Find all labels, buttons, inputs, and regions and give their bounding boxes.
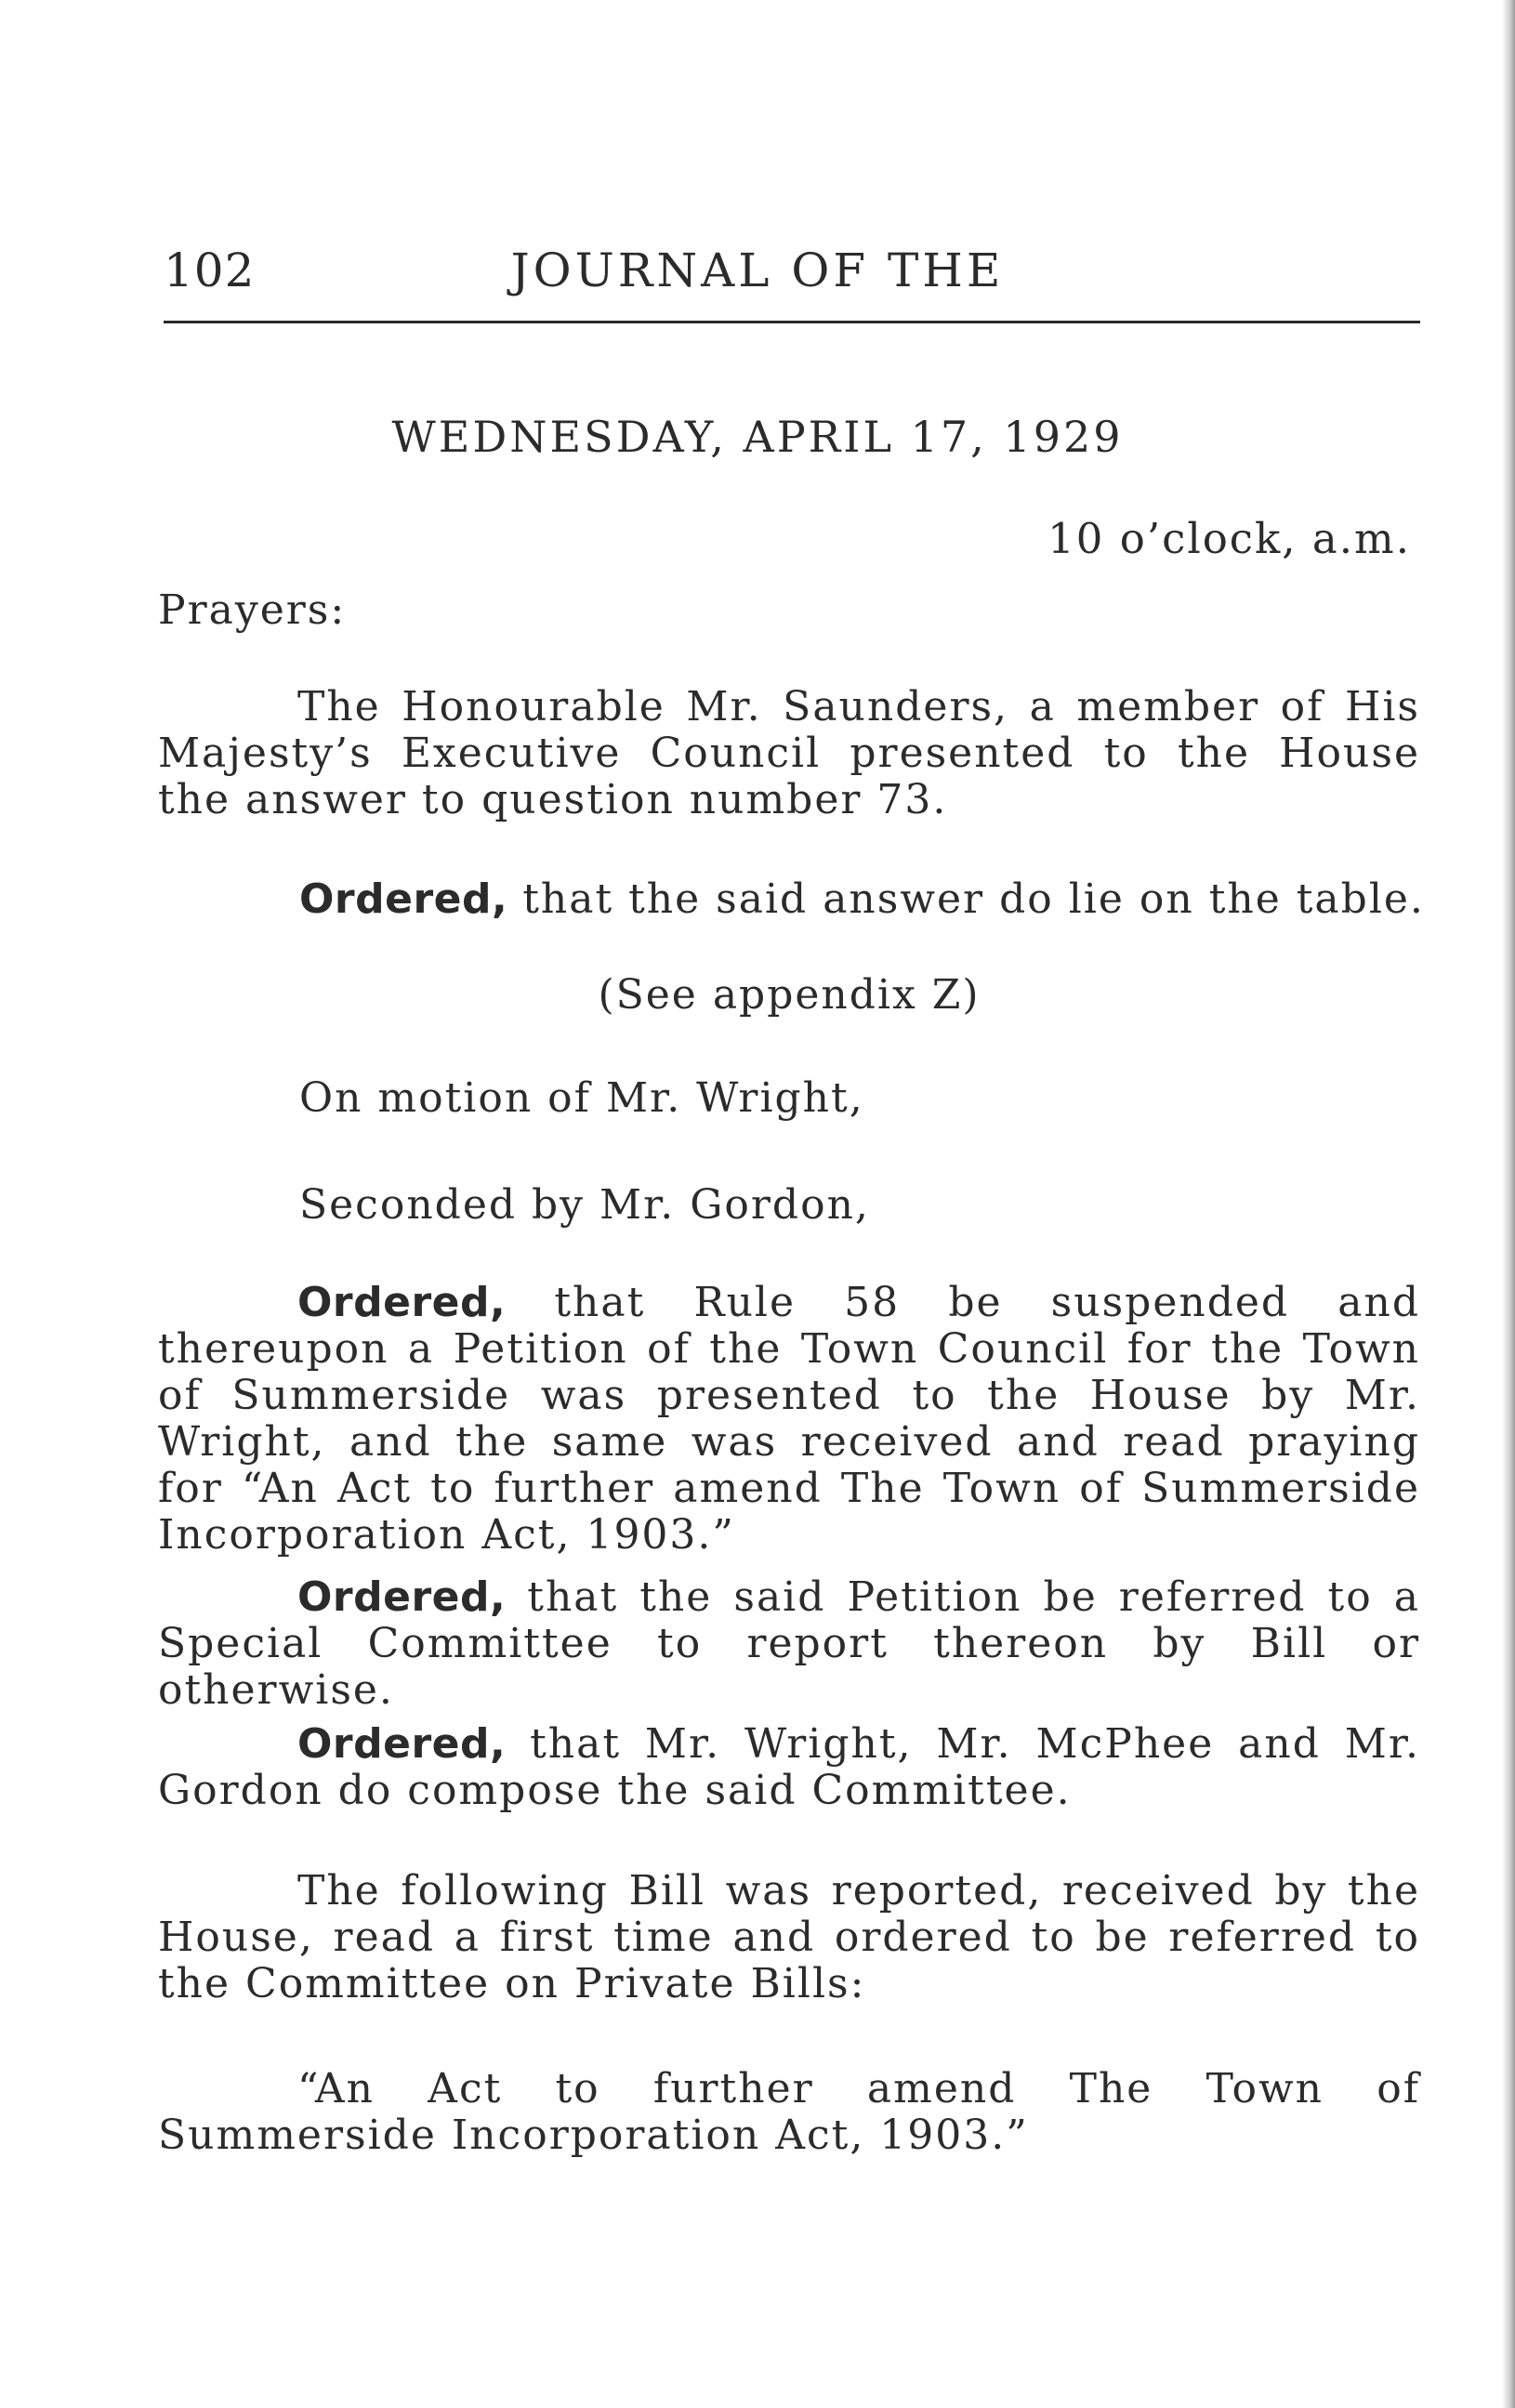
- bill-title: “An Act to further amend The Town of Summerside Incorporation Act, 1903.”: [158, 2065, 1420, 2159]
- ordered-text: that Mr. Wright, Mr. McPhee and Mr. Gordon do compose the said Committee.: [158, 1720, 1420, 1814]
- page-edge-shadow: [1502, 0, 1515, 2408]
- ordered-label: Ordered,: [297, 1573, 507, 1621]
- paragraph-bill-reported: The following Bill was reported, received by the House, read a first time and ordered to be referred to the Committee on Private Bills:: [158, 1867, 1420, 2007]
- ordered-label: Ordered,: [297, 1720, 507, 1768]
- paragraph-special-committee: [158, 1574, 1420, 1714]
- ordered-text: that the said Petition be referred to a Special Committee to report thereon by Bill or otherwise.: [158, 1573, 1420, 1714]
- prayers-line: Prayers:: [158, 586, 347, 634]
- paragraph-committee-members: [158, 1721, 1420, 1814]
- paragraph-ordered-table: [299, 876, 1425, 923]
- sitting-time: 10 o’clock, a.m.: [1047, 514, 1411, 563]
- ordered-text: that Rule 58 be suspended and thereupon a Petition of the Town Council for the Town of Summerside was presented to the House by Mr. Wright, and the same was received and read praying for “An Act to further amend The Town of Summerside Incorporation Act, 1903.”: [158, 1279, 1420, 1559]
- page-number: 102: [164, 243, 256, 297]
- running-head: JOURNAL OF THE: [510, 243, 1005, 297]
- motion-line: On motion of Mr. Wright,: [299, 1074, 864, 1122]
- ordered-text: that the said answer do lie on the table.: [507, 875, 1425, 923]
- paragraph-answer-presented: The Honourable Mr. Saunders, a member of His Majesty’s Executive Council presented to the House the answer to question number 73.: [158, 683, 1420, 823]
- sitting-date: WEDNESDAY, APRIL 17, 1929: [391, 412, 1124, 462]
- header-rule: [164, 321, 1420, 323]
- ordered-label: Ordered,: [299, 875, 508, 923]
- ordered-label: Ordered,: [297, 1279, 507, 1326]
- paragraph-petition: [158, 1280, 1420, 1559]
- seconded-line: Seconded by Mr. Gordon,: [299, 1181, 870, 1229]
- appendix-reference: (See appendix Z): [598, 971, 981, 1019]
